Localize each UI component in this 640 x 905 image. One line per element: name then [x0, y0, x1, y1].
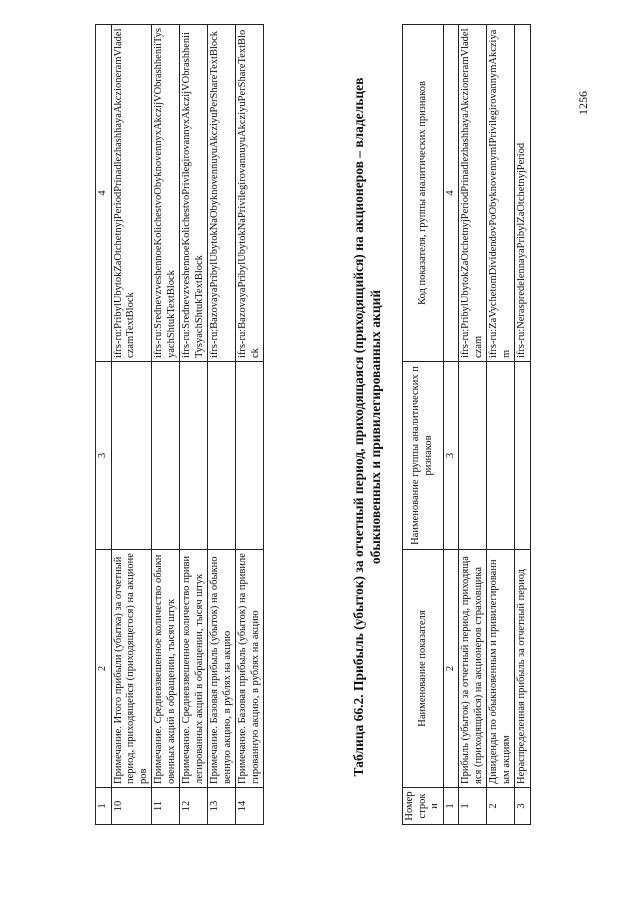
- indicator-code: ifrs-ru:PribylUbytokZaOtchetnyjPeriodPrinadlezhashhayaAkczioneramVladelczam: [459, 25, 487, 362]
- header-cell: Наименование группы аналитических признаков: [403, 362, 444, 550]
- indicator-code: ifrs-ru:BazovayaPribylUbytokNaObyknovennuyuAkcziyuPerShareTextBlock: [208, 25, 236, 362]
- table-row: [459, 25, 487, 825]
- indicator-name: Примечание. Средневзвешенное количество обыкновенных акций в обращении, тысяч штук: [152, 550, 180, 788]
- column-number: 1: [443, 788, 459, 825]
- indicator-name: Примечание. Базовая прибыль (убыток) на обыкновенную акцию, в рублях на акцию: [208, 550, 236, 788]
- group-name: [208, 362, 236, 550]
- indicator-code: ifrs-ru:PribylUbytokZaOtchetnyjPeriodPrinadlezhashhayaAkczioneramVladelczamTextBlock: [111, 25, 152, 362]
- indicator-name: Примечание. Средневзвешенное количество привилегированных акций в обращении, тысяч штук: [180, 550, 208, 788]
- table-header-row: [96, 25, 112, 825]
- table-row: [208, 25, 236, 825]
- group-name: [111, 362, 152, 550]
- row-number: 13: [208, 788, 236, 825]
- row-number: 1: [459, 788, 487, 825]
- header-cell: Код показателя, группы аналитических признаков: [403, 25, 444, 362]
- header-cell: 3: [96, 362, 112, 550]
- indicator-code: ifrs-ru:NeraspredelennayaPribylZaOtchetnyjPeriod: [515, 25, 531, 362]
- row-number: 2: [487, 788, 515, 825]
- table-row: [111, 25, 152, 825]
- table-row: [180, 25, 208, 825]
- column-number: 4: [443, 25, 459, 362]
- indicator-code: ifrs-ru:BazovayaPribylUbytokNaPrivilegirovannuyuAkcziyuPerShareTextBlock: [236, 25, 264, 362]
- indicator-name: Нераспределенная прибыль за отчетный период: [515, 550, 531, 788]
- column-number-row: [443, 25, 459, 825]
- column-number: 3: [443, 362, 459, 550]
- column-number: 2: [443, 550, 459, 788]
- row-number: 10: [111, 788, 152, 825]
- table-header-row: [403, 25, 444, 825]
- group-name: [152, 362, 180, 550]
- indicator-name: Примечание. Базовая прибыль (убыток) на привилегированную акцию, в рублях на акцию: [236, 550, 264, 788]
- indicator-code: ifrs-ru:SrednevzveshennoeKolichestvoObyknovennyxAkczijVObrashheniiTysyachShtukTextBlock: [152, 25, 180, 362]
- table-row: [515, 25, 531, 825]
- header-cell: 2: [96, 550, 112, 788]
- table-row: [152, 25, 180, 825]
- indicator-name: Прибыль (убыток) за отчетный период, приходящаяся (приходящийся) на акционеров страховщика: [459, 550, 487, 788]
- indicator-code: ifrs-ru:SrednevzveshennoeKolichestvoPrivilegirovannyxAkczijVObrashheniiTysyachShtukTextBlock: [180, 25, 208, 362]
- indicator-code: ifrs-ru:ZaVychetomDividendovPoObyknovennymIPrivilegirovannymAkcziyam: [487, 25, 515, 362]
- group-name: [515, 362, 531, 550]
- row-number: 11: [152, 788, 180, 825]
- row-number: 14: [236, 788, 264, 825]
- header-cell: Номер строки: [403, 788, 444, 825]
- table-66-1-continuation: [95, 24, 264, 825]
- caption-label: Таблица 66.2.: [351, 694, 366, 777]
- caption-title: Прибыль (убыток) за отчетный период, приходящаяся (приходящийся) на акционеров – владельцев обыкновенных и привилегированных акций: [351, 77, 383, 691]
- header-cell: Наименование показателя: [403, 550, 444, 788]
- indicator-name: Дивиденды по обыкновенным и привилегированным акциям: [487, 550, 515, 788]
- table-caption: [350, 37, 384, 817]
- row-number: 12: [180, 788, 208, 825]
- group-name: [236, 362, 264, 550]
- group-name: [459, 362, 487, 550]
- page-number: 1256: [576, 91, 590, 115]
- header-cell: 1: [96, 788, 112, 825]
- table-row: [487, 25, 515, 825]
- group-name: [180, 362, 208, 550]
- group-name: [487, 362, 515, 550]
- row-number: 3: [515, 788, 531, 825]
- header-cell: 4: [96, 25, 112, 362]
- table-66-2: [402, 24, 531, 825]
- table-row: [236, 25, 264, 825]
- indicator-name: Примечание. Итого прибыли (убытка) за отчетный период, приходящейся (приходящегося) на акционеров: [111, 550, 152, 788]
